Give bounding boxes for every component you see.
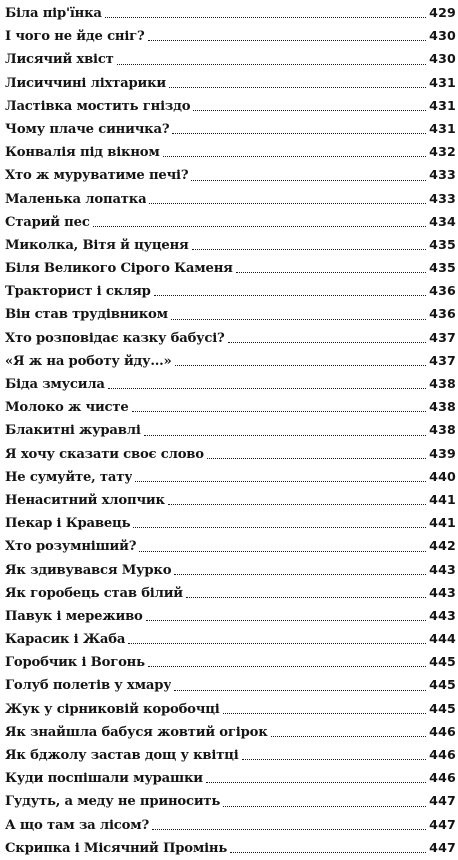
toc-entry-title: Карасик і Жаба: [5, 632, 126, 648]
toc-entry-title: Куди поспішали мурашки: [5, 771, 203, 787]
toc-entry-page: 429: [429, 5, 456, 20]
dot-leader: [168, 504, 426, 505]
toc-entry-page: 441: [429, 515, 456, 531]
toc-entry: [5, 1, 456, 24]
toc-entry: [5, 442, 456, 465]
toc-entry-page: 431: [429, 74, 456, 90]
toc-entry-title: Блакитні журавлі: [5, 423, 141, 439]
toc-entry: [5, 743, 456, 766]
toc-entry: [5, 465, 456, 488]
toc-entry-page: 446: [429, 747, 456, 762]
toc-entry: [5, 163, 456, 186]
toc-entry-title: Старий пес: [5, 214, 90, 230]
toc-entry-title: Хто розумніший?: [5, 539, 137, 555]
toc-entry: [5, 187, 456, 210]
toc-entry-title: Пекар і Кравець: [5, 516, 131, 532]
toc-entry-title: Ненаситний хлопчик: [5, 492, 165, 508]
toc-entry-page: 447: [429, 839, 456, 855]
toc-entry-page: 435: [429, 236, 456, 252]
toc-entry-title: Хто розповідає казку бабусі?: [5, 330, 225, 346]
toc-entry: [5, 210, 456, 233]
toc-entry-title: Лисиччині ліхтарики: [5, 75, 166, 91]
toc-entry-title: Маленька лопатка: [5, 191, 147, 207]
toc-entry: [5, 372, 456, 395]
toc-entry: [5, 581, 456, 604]
dot-leader: [148, 666, 426, 667]
dot-leader: [172, 133, 426, 134]
toc-entry: [5, 650, 456, 673]
dot-leader: [133, 527, 426, 528]
dot-leader: [223, 806, 426, 807]
toc-entry-page: 436: [429, 283, 456, 299]
toc-entry: [5, 720, 456, 743]
toc-entry: [5, 627, 456, 650]
toc-entry-page: 430: [429, 28, 456, 44]
toc-entry: [5, 256, 456, 279]
toc-entry-page: 438: [429, 376, 456, 391]
toc-entry: [5, 789, 456, 812]
dot-leader: [207, 458, 426, 459]
toc-entry: [5, 395, 456, 418]
toc-entry-title: Молоко ж чисте: [5, 400, 129, 416]
toc-entry-title: Біда змусила: [5, 377, 105, 392]
toc-entry-title: Горобчик і Вогонь: [5, 655, 145, 671]
toc-entry: [5, 279, 456, 302]
toc-entry-title: Ластівка мостить гніздо: [5, 98, 191, 114]
toc-entry-page: 437: [429, 352, 456, 368]
dot-leader: [230, 852, 426, 853]
toc-entry-page: 444: [429, 631, 456, 647]
toc-entry-page: 442: [429, 538, 456, 554]
toc-entry-page: 443: [429, 584, 456, 600]
toc-entry-title: Не сумуйте, тату: [5, 469, 133, 485]
toc-entry: [5, 511, 456, 534]
toc-entry-title: Біля Великого Сірого Каменя: [5, 261, 233, 277]
toc-entry: [5, 697, 456, 720]
toc-entry: [5, 233, 456, 256]
dot-leader: [191, 180, 426, 181]
toc-entry-page: 445: [429, 677, 456, 693]
table-of-contents: [5, 1, 456, 859]
toc-entry-page: 443: [429, 607, 456, 623]
toc-entry-title: Жук у сірниковій коробочці: [5, 701, 220, 717]
dot-leader: [228, 342, 427, 343]
toc-entry-page: 441: [429, 491, 456, 507]
dot-leader: [174, 690, 426, 691]
toc-entry-page: 433: [429, 190, 456, 206]
toc-entry-page: 432: [429, 144, 456, 160]
toc-entry-title: Він став трудівником: [5, 307, 168, 323]
toc-entry-page: 431: [429, 120, 456, 136]
dot-leader: [154, 295, 426, 296]
toc-entry-page: 433: [429, 167, 456, 183]
dot-leader: [135, 481, 426, 482]
toc-entry-title: А що там за лісом?: [5, 817, 150, 833]
toc-entry-title: І чого не йде сніг?: [5, 29, 145, 45]
dot-leader: [169, 87, 426, 88]
toc-entry-title: Як бджолу застав дощ у квітці: [5, 748, 239, 763]
toc-entry-page: 437: [429, 329, 456, 345]
toc-entry-title: Як здивувався Мурко: [5, 562, 172, 578]
toc-entry: [5, 558, 456, 581]
dot-leader: [152, 829, 426, 830]
toc-entry: [5, 24, 456, 47]
toc-entry-page: 446: [429, 723, 456, 739]
toc-entry-page: 434: [429, 213, 456, 229]
toc-entry: [5, 47, 456, 70]
toc-entry: [5, 488, 456, 511]
dot-leader: [271, 736, 427, 737]
toc-entry-title: Скрипка і Місячний Промінь: [5, 840, 228, 856]
dot-leader: [149, 203, 426, 204]
dot-leader: [171, 319, 426, 320]
toc-entry: [5, 813, 456, 836]
toc-entry-title: «Я ж на роботу йду...»: [5, 353, 172, 369]
toc-entry: [5, 140, 456, 163]
toc-entry-title: Павук і мереживо: [5, 608, 143, 624]
dot-leader: [139, 551, 426, 552]
dot-leader: [148, 40, 427, 41]
dot-leader: [108, 388, 426, 389]
toc-entry-page: 443: [429, 561, 456, 577]
toc-entry-page: 445: [429, 654, 456, 670]
toc-entry: [5, 71, 456, 94]
toc-entry-title: Чому плаче синичка?: [5, 121, 170, 137]
toc-entry: [5, 766, 456, 789]
toc-entry: [5, 349, 456, 372]
dot-leader: [206, 782, 426, 783]
dot-leader: [223, 713, 427, 714]
toc-entry: [5, 117, 456, 140]
toc-entry-page: 430: [429, 51, 456, 67]
toc-entry-page: 440: [429, 468, 456, 484]
toc-entry: [5, 326, 456, 349]
toc-entry-page: 438: [429, 422, 456, 438]
toc-entry-title: Голуб полетів у хмару: [5, 678, 172, 694]
toc-entry: [5, 94, 456, 117]
dot-leader: [175, 365, 427, 366]
dot-leader: [192, 249, 427, 250]
dot-leader: [128, 643, 426, 644]
toc-entry-title: Як знайшла бабуся жовтий огірок: [5, 724, 268, 740]
toc-entry: [5, 604, 456, 627]
toc-entry-title: Як горобець став білий: [5, 585, 183, 601]
toc-entry-page: 438: [429, 399, 456, 415]
dot-leader: [132, 411, 427, 412]
dot-leader: [236, 272, 426, 273]
toc-entry-page: 447: [429, 793, 456, 809]
dot-leader: [93, 226, 426, 227]
toc-entry-page: 445: [429, 700, 456, 716]
dot-leader: [186, 597, 426, 598]
toc-entry-title: Хто ж муруватиме печі?: [5, 168, 189, 184]
toc-entry-page: 431: [429, 97, 456, 113]
dot-leader: [105, 17, 426, 18]
toc-entry: [5, 534, 456, 557]
toc-entry-page: 435: [429, 260, 456, 276]
toc-entry: [5, 836, 456, 859]
toc-entry-page: 439: [429, 445, 456, 461]
toc-entry-title: Біла пір'їнка: [5, 6, 102, 21]
toc-entry-title: Гудуть, а меду не приносить: [5, 794, 221, 810]
toc-entry-title: Конвалія під вікном: [5, 145, 160, 161]
toc-entry-title: Я хочу сказати своє слово: [5, 446, 204, 462]
toc-entry: [5, 673, 456, 696]
dot-leader: [163, 156, 426, 157]
toc-entry-page: 436: [429, 306, 456, 322]
toc-entry: [5, 302, 456, 325]
dot-leader: [146, 620, 426, 621]
dot-leader: [117, 64, 426, 65]
toc-entry-title: Миколка, Вітя й цуценя: [5, 237, 189, 253]
toc-entry-title: Лисячий хвіст: [5, 52, 114, 68]
dot-leader: [193, 110, 426, 111]
dot-leader: [174, 574, 426, 575]
toc-entry-page: 446: [429, 770, 456, 786]
dot-leader: [242, 759, 427, 760]
toc-entry-title: Тракторист і скляр: [5, 284, 151, 300]
toc-entry: [5, 418, 456, 441]
toc-entry-page: 447: [429, 816, 456, 832]
dot-leader: [144, 435, 426, 436]
